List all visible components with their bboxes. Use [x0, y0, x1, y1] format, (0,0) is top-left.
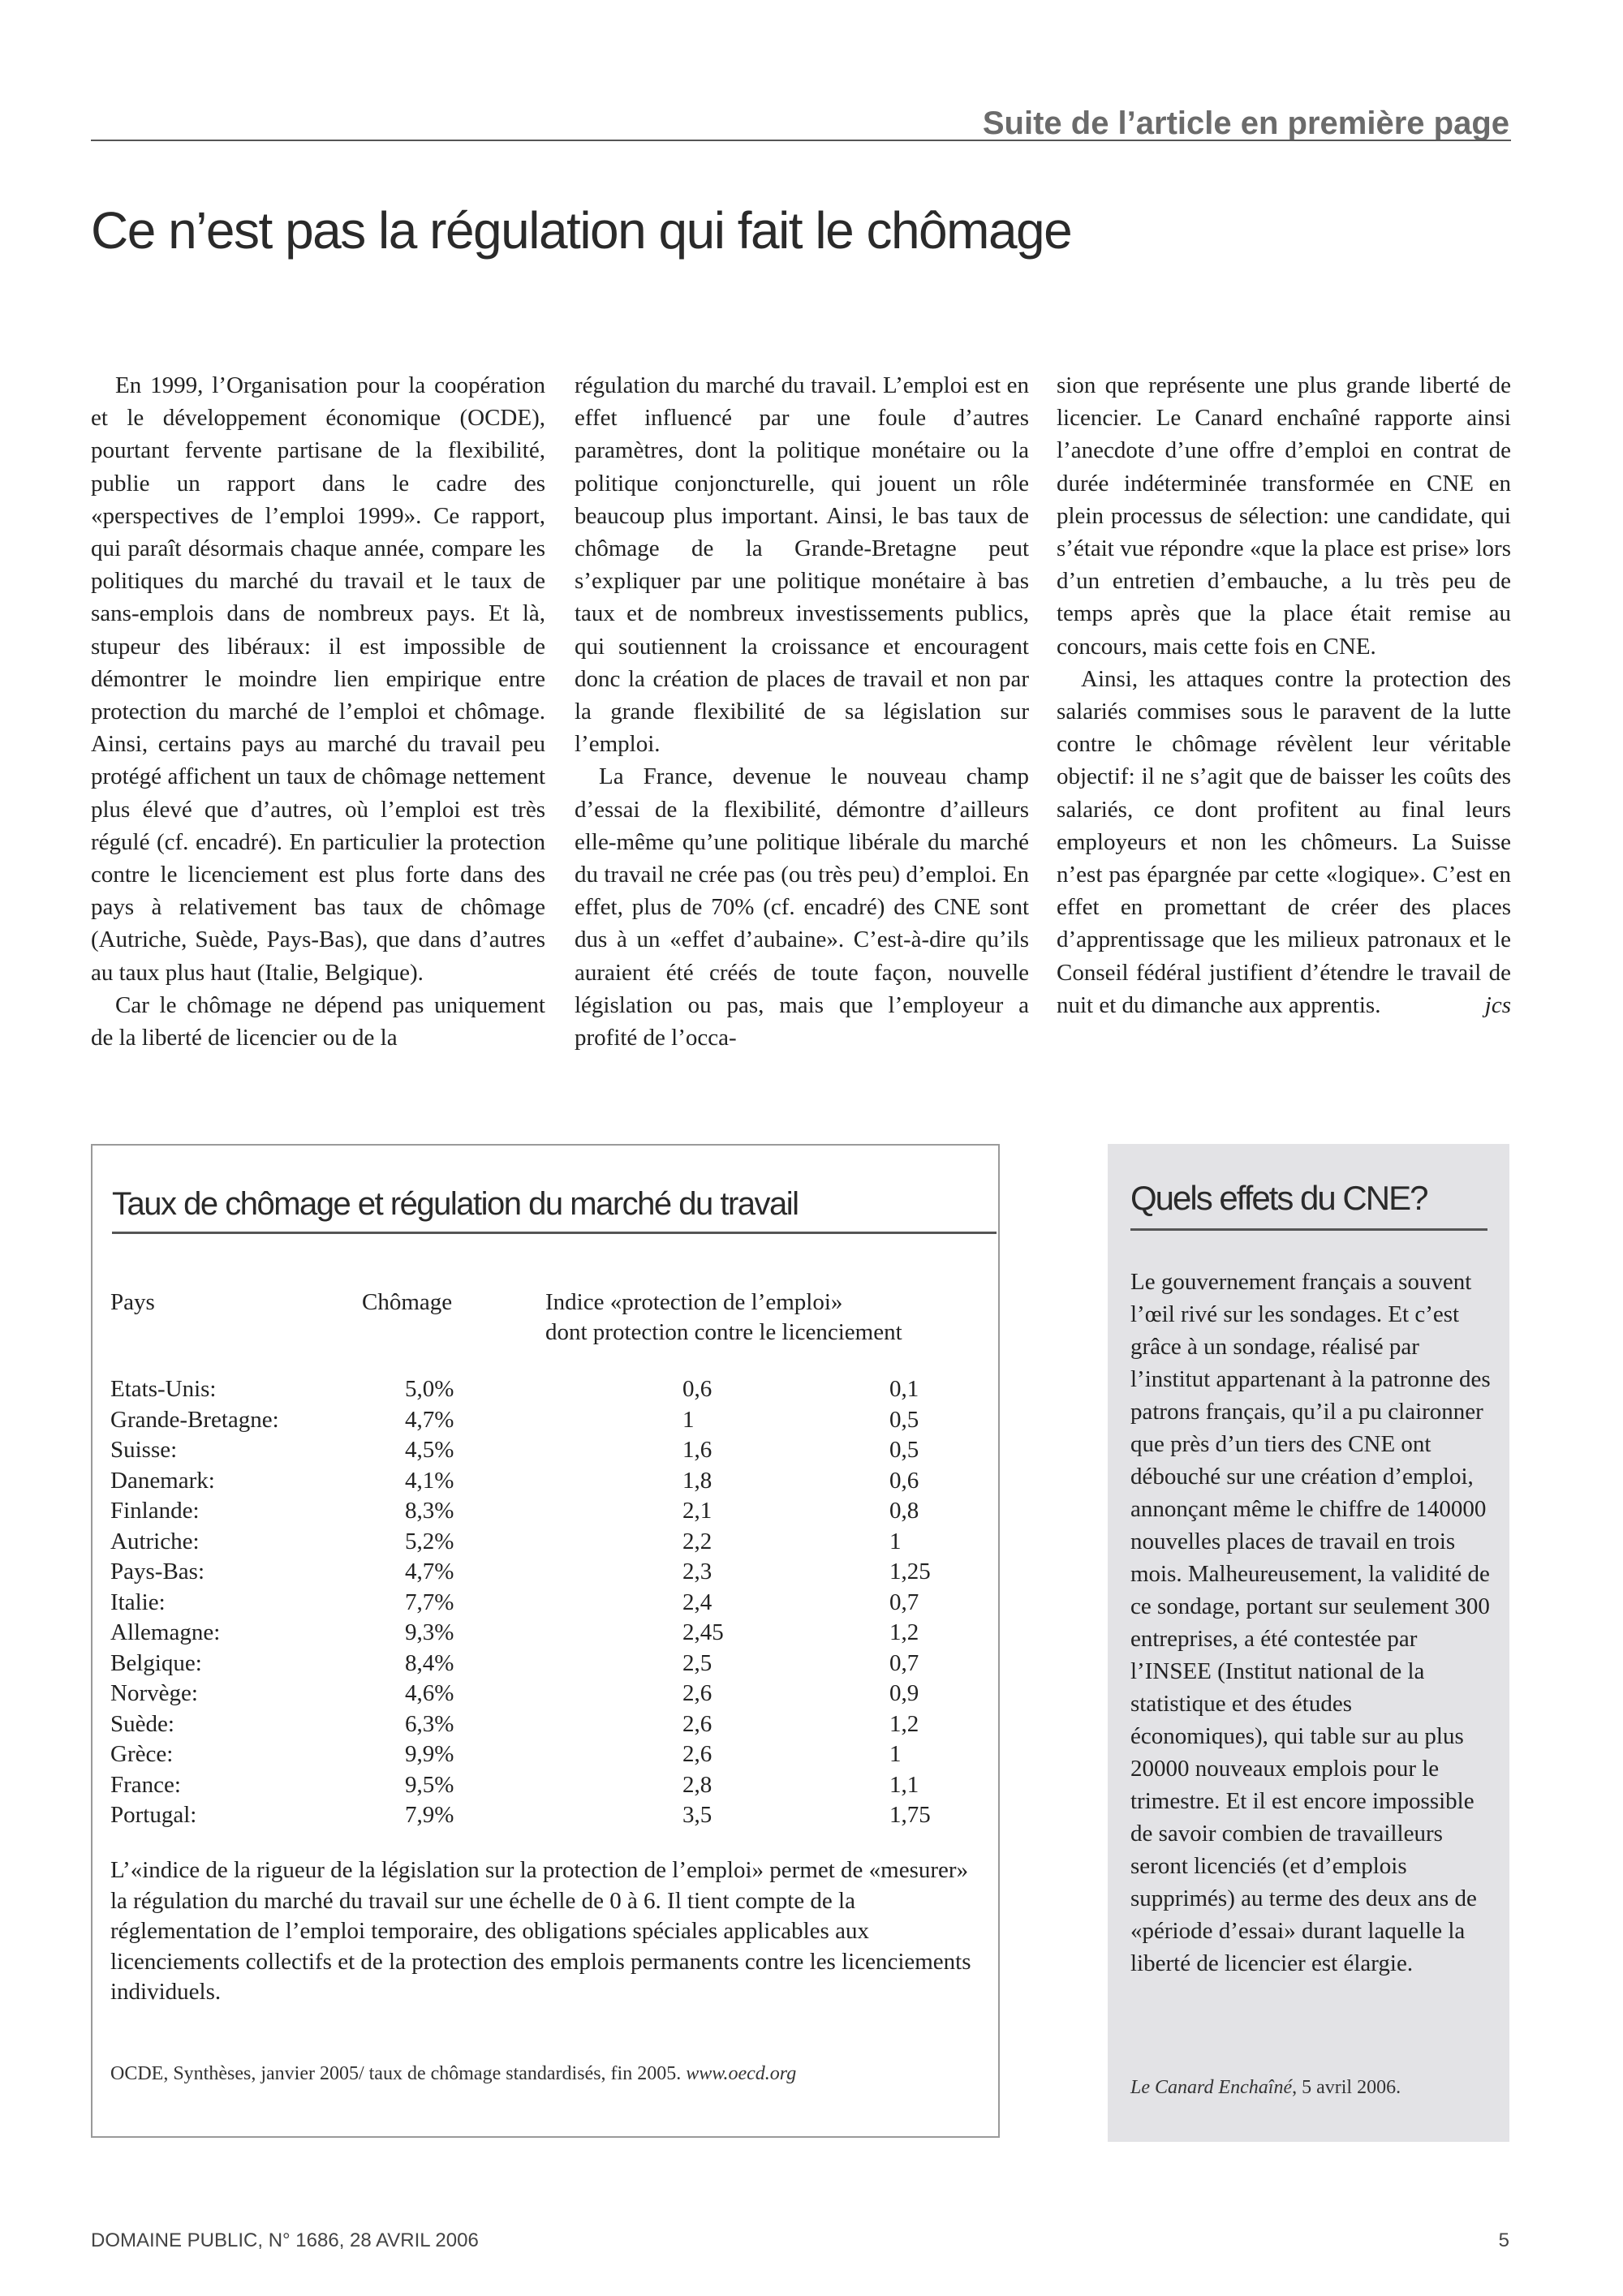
table-cell-epl-index: 1: [682, 1406, 695, 1433]
column-header-index: [545, 1288, 984, 1348]
article-paragraph: sion que représente une plus grande liberté de licencier. Le Canard enchaîné rapporte ainsi l’anecdote d’une offre d’emploi en contrat de durée indéterminée transformée en CNE en plein processus de sélection: une candidate, qui s’était vue répondre «que la place est prise» lors d’un entretien d’embauche, a lu très peu de temps après que la place était remise au concours, mais cette fois en CNE.: [1057, 372, 1511, 660]
table-cell-dismissal-index: 1: [889, 1528, 902, 1554]
table-cell-country: Suède:: [110, 1710, 174, 1737]
table-cell-epl-index: 0,6: [682, 1376, 712, 1402]
table-cell-rate: 8,4%: [405, 1649, 454, 1676]
table-cell-rate: 9,9%: [405, 1741, 454, 1767]
table-row: [110, 1588, 987, 1619]
table-cell-country: Danemark:: [110, 1467, 215, 1494]
table-cell-dismissal-index: 1,2: [889, 1710, 919, 1737]
table-cell-dismissal-index: 0,1: [889, 1376, 919, 1402]
article-paragraph-text: Ainsi, les attaques contre la protection des salariés commises sous le paravent de la lutte contre le chômage révèlent leur véritable objectif: il ne s’agit que de baisser les coûts des salariés, ce dont profitent au final leurs employeurs et non les chômeurs. La Suisse n’est pas épargnée par cette «logique». C’est en effet en promettant de créer des places d’apprentissage que les milieux patronaux et le Conseil fédéral justifient d’étendre le travail de nuit et du dimanche aux apprentis.: [1057, 665, 1511, 1018]
unemployment-table-box: [91, 1144, 1000, 2138]
table-cell-epl-index: 2,6: [682, 1680, 712, 1706]
table-cell-epl-index: 2,5: [682, 1649, 712, 1676]
table-cell-dismissal-index: 1,1: [889, 1771, 919, 1798]
table-row: [110, 1649, 987, 1679]
table-cell-dismissal-index: 1: [889, 1741, 902, 1767]
article-paragraph: En 1999, l’Organisation pour la coopération et le développement économique (OCDE), pourtant fervente partisane de la flexibilité, publie un rapport dans le cadre des «perspectives de l’emploi 1999». Ce rapport, qui paraît désormais chaque année, compare les politiques du marché du travail et le taux de sans-emplois dans de nombreux pays. Et là, stupeur des libéraux: il est impossible de démontrer le moindre lien empirique entre protection du marché de l’emploi et chômage. Ainsi, certains pays au marché du travail peu protégé affichent un taux de chômage nettement plus élevé que d’autres, où l’emploi est très régulé (cf. encadré). En particulier la protection contre le licenciement est plus forte dans des pays à relativement bas taux de chômage (Autriche, Suède, Pays-Bas), que dans d’autres au taux plus haut (Italie, Belgique).: [91, 372, 545, 986]
table-cell-epl-index: 2,6: [682, 1741, 712, 1767]
table-row: [110, 1405, 987, 1436]
sidebar-source-date: , 5 avril 2006.: [1292, 2077, 1401, 2098]
table-cell-epl-index: 1,8: [682, 1467, 712, 1494]
sidebar-body: Le gouvernement français a souvent l’œil rivé sur les sondages. Et c’est grâce à un sondage, réalisé par l’institut appartenant à la patronne des patrons français, qu’il a pu claironner que près d’un tiers des CNE ont débouché sur une création d’emploi, annonçant même le chiffre de 140000 nouvelles places de travail en trois mois. Malheureusement, la validité de ce sondage, portant sur seulement 300 entreprises, a été contestée par l’INSEE (Institut national de la statistique et des études économiques), qui table sur au plus 20000 nouveaux emplois pour le trimestre. Et il est encore impossible de savoir combien de travailleurs seront licenciés (et d’emplois supprimés) au terme des deux ans de «période d’essai» durant laquelle la liberté de licencier est élargie.: [1130, 1269, 1491, 1976]
table-cell-country: Grèce:: [110, 1741, 174, 1767]
table-row: [110, 1557, 987, 1588]
table-box-title: Taux de chômage et régulation du marché du travail: [112, 1185, 997, 1234]
table-cell-epl-index: 2,3: [682, 1559, 712, 1584]
table-source-url: www.oecd.org: [686, 2063, 797, 2084]
article-paragraph: La France, devenue le nouveau champ d’essai de la flexibilité, démontre d’ailleurs elle-même qu’une politique libérale du marché du travail ne crée pas (ou très peu) d’emploi. En effet, plus de 70% (cf. encadré) des CNE sont dus à un «effet d’aubaine». C’est-à-dire qu’ils auraient été créés de toute façon, nouvelle législation ou pas, mais que l’employeur a profité de l’occa-: [575, 763, 1029, 1051]
table-cell-country: Autriche:: [110, 1528, 200, 1554]
article-paragraph: Car le chômage ne dépend pas uniquement de la liberté de licencier ou de la: [91, 991, 545, 1051]
table-cell-epl-index: 2,6: [682, 1710, 712, 1737]
cne-sidebar: [1108, 1144, 1509, 2142]
table-cell-country: Etats-Unis:: [110, 1376, 217, 1402]
table-cell-country: Portugal:: [110, 1802, 197, 1828]
table-cell-country: Pays-Bas:: [110, 1559, 204, 1584]
sidebar-source: [1130, 2075, 1492, 2100]
table-row: [110, 1466, 987, 1497]
table-cell-dismissal-index: 1,75: [889, 1802, 931, 1828]
table-cell-rate: 5,0%: [405, 1376, 454, 1402]
article-title: Ce n’est pas la régulation qui fait le chômage: [91, 201, 1072, 260]
table-cell-rate: 5,2%: [405, 1528, 454, 1554]
table-cell-dismissal-index: 0,7: [889, 1589, 919, 1615]
table-cell-country: Norvège:: [110, 1680, 198, 1706]
table-cell-country: Finlande:: [110, 1498, 200, 1524]
article-column-3: [1057, 369, 1511, 1021]
table-cell-rate: 7,7%: [405, 1589, 454, 1615]
table-cell-dismissal-index: 0,5: [889, 1437, 919, 1463]
sidebar-source-name: Le Canard Enchaîné: [1130, 2077, 1293, 2098]
table-cell-rate: 9,5%: [405, 1771, 454, 1798]
table-cell-dismissal-index: 1,2: [889, 1619, 919, 1645]
article-column-1: [91, 369, 545, 1054]
table-row: [110, 1800, 987, 1831]
footer-publication: DOMAINE PUBLIC, N° 1686, 28 AVRIL 2006: [91, 2229, 479, 2251]
table-cell-dismissal-index: 0,9: [889, 1680, 919, 1706]
table-cell-epl-index: 2,4: [682, 1589, 712, 1615]
table-cell-rate: 8,3%: [405, 1498, 454, 1524]
table-cell-country: Suisse:: [110, 1437, 178, 1463]
table-cell-dismissal-index: 0,8: [889, 1498, 919, 1524]
table-cell-epl-index: 2,45: [682, 1619, 724, 1645]
table-row: [110, 1618, 987, 1649]
sidebar-title: Quels effets du CNE?: [1130, 1178, 1487, 1231]
table-cell-dismissal-index: 1,25: [889, 1559, 931, 1584]
table-cell-country: Italie:: [110, 1589, 166, 1615]
table-cell-rate: 4,7%: [405, 1406, 454, 1433]
author-signature: jcs: [1484, 991, 1511, 1018]
column-header-country: Pays: [110, 1289, 155, 1315]
article-paragraph: régulation du marché du travail. L’emploi est en effet influencé par une foule d’autres paramètres, dont la politique monétaire ou la politique conjoncturelle, qui jouent un rôle beaucoup plus important. Ainsi, le bas taux de chômage de la Grande-Bretagne peut s’expliquer par une politique monétaire à bas taux et de nombreux investissements publics, qui soutiennent la croissance et encouragent donc la création de places de travail et non par la grande flexibilité de sa législation sur l’emploi.: [575, 372, 1029, 758]
article-continuation-kicker: Suite de l’article en première page: [982, 105, 1509, 141]
table-cell-dismissal-index: 0,7: [889, 1649, 919, 1676]
table-cell-epl-index: 2,2: [682, 1528, 712, 1554]
table-row: [110, 1527, 987, 1558]
table-source-text: OCDE, Synthèses, janvier 2005/ taux de chômage standardisés, fin 2005.: [110, 2063, 682, 2084]
table-cell-rate: 4,7%: [405, 1559, 454, 1584]
table-cell-epl-index: 2,8: [682, 1771, 712, 1798]
table-cell-rate: 7,9%: [405, 1802, 454, 1828]
table-cell-country: Allemagne:: [110, 1619, 221, 1645]
table-note: L’«indice de la rigueur de la législation sur la protection de l’emploi» permet de «mesurer» la régulation du marché du travail sur une échelle de 0 à 6. Il tient compte de la réglementation de l’emploi temporaire, des obligations spéciales applicables aux licenciements collectifs et de la protection des emplois permanents contre les licenciements individuels.: [110, 1857, 971, 2005]
table-cell-country: France:: [110, 1771, 181, 1798]
article-paragraph: [1057, 663, 1511, 1021]
column-header-index-line1: Indice «protection de l’emploi»: [545, 1289, 843, 1315]
table-cell-rate: 4,6%: [405, 1680, 454, 1706]
table-cell-rate: 6,3%: [405, 1710, 454, 1737]
article-column-2: [575, 369, 1029, 1054]
column-header-rate: Chômage: [362, 1289, 453, 1315]
table-source: [110, 2061, 991, 2087]
table-row: [110, 1739, 987, 1770]
table-cell-dismissal-index: 0,5: [889, 1406, 919, 1433]
page-number: 5: [1498, 2229, 1509, 2251]
table-row: [110, 1496, 987, 1527]
table-cell-epl-index: 1,6: [682, 1437, 712, 1463]
table-cell-rate: 4,5%: [405, 1437, 454, 1463]
table-row: [110, 1679, 987, 1709]
table-row: [110, 1374, 987, 1405]
column-header-index-line2: dont protection contre le licenciement: [545, 1319, 902, 1345]
table-cell-country: Grande-Bretagne:: [110, 1406, 279, 1433]
table-row: [110, 1709, 987, 1740]
table-cell-epl-index: 2,1: [682, 1498, 712, 1524]
table-rows: [110, 1374, 987, 1831]
table-row: [110, 1770, 987, 1801]
table-cell-country: Belgique:: [110, 1649, 202, 1676]
table-row: [110, 1435, 987, 1466]
table-cell-rate: 4,1%: [405, 1467, 454, 1494]
header-rule: [91, 140, 1511, 141]
table-cell-epl-index: 3,5: [682, 1802, 712, 1828]
table-cell-dismissal-index: 0,6: [889, 1467, 919, 1494]
table-cell-rate: 9,3%: [405, 1619, 454, 1645]
